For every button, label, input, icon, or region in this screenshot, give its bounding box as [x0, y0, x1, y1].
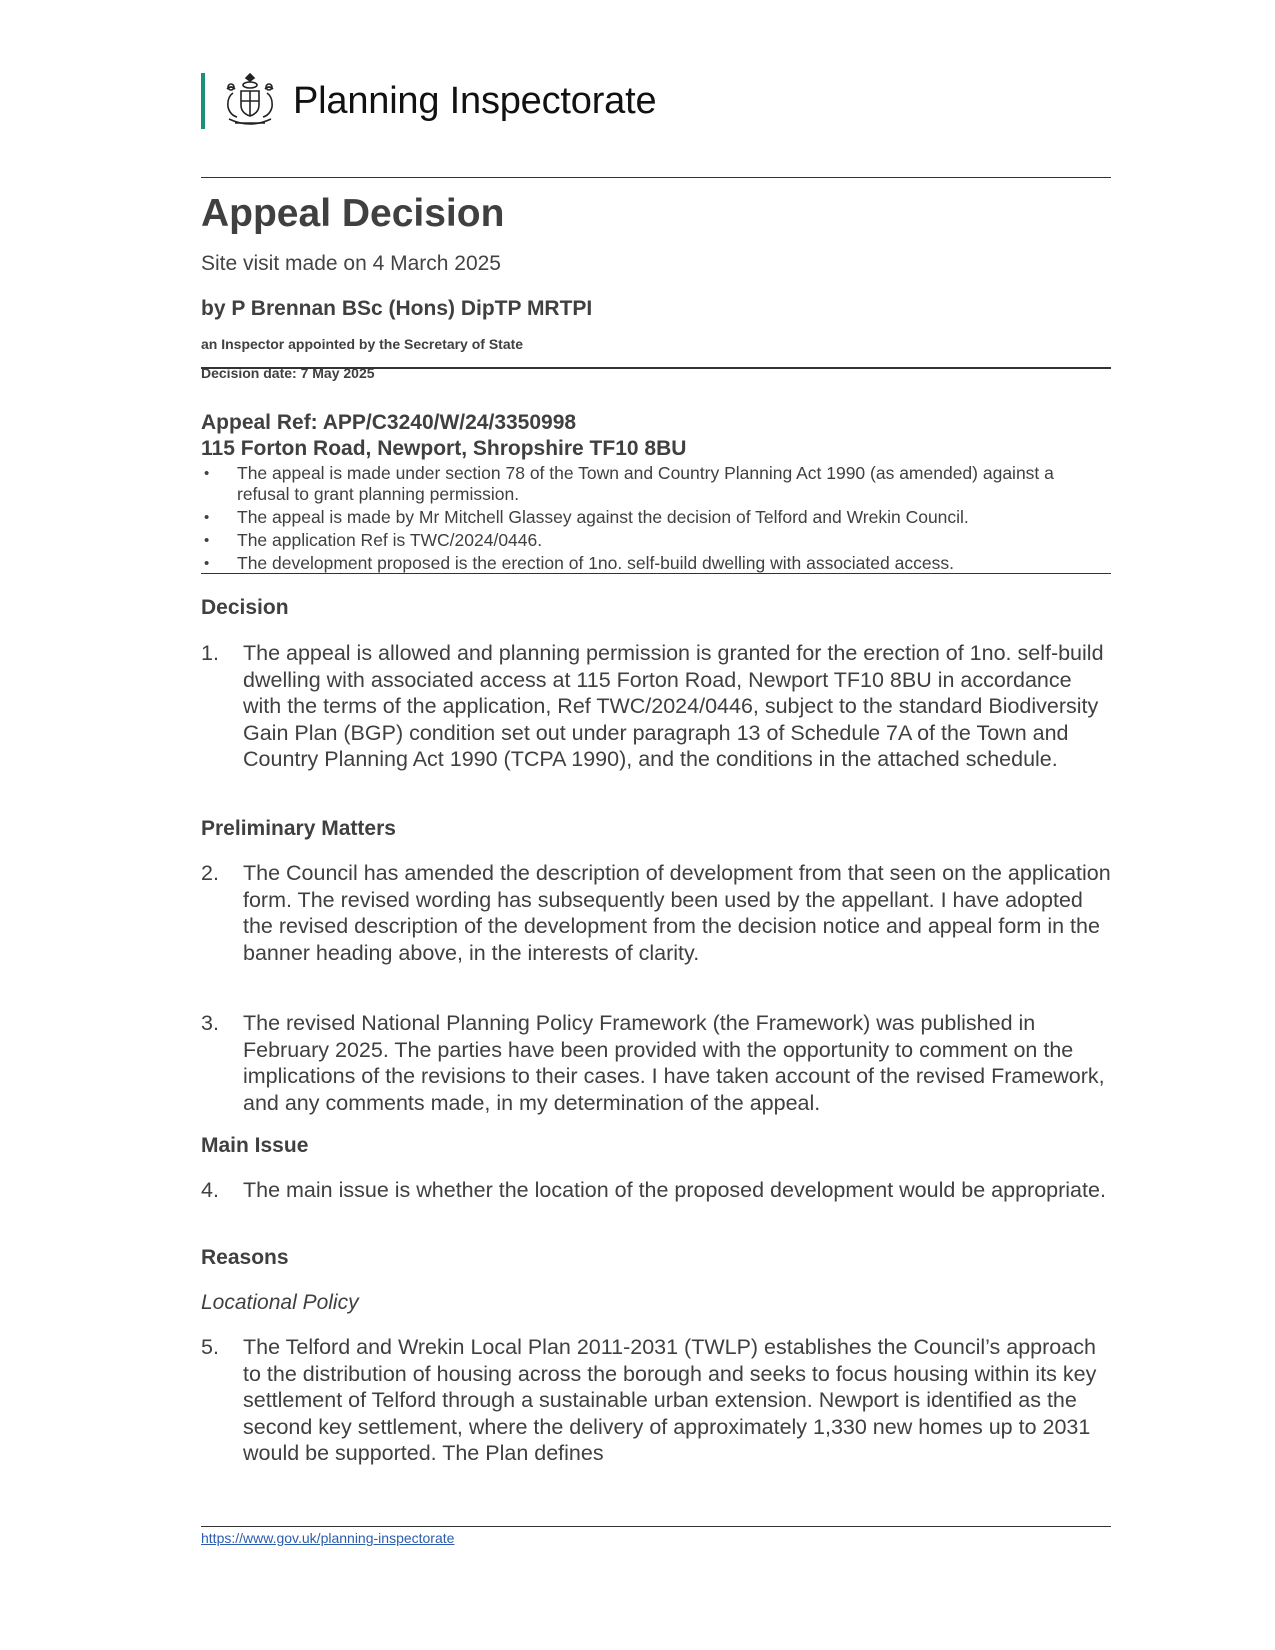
heading-decision: Decision [201, 596, 289, 619]
heading-preliminary-matters: Preliminary Matters [201, 817, 396, 840]
decision-date-divider [201, 367, 1111, 369]
appeal-reference-block [201, 410, 686, 462]
paragraph-5 [201, 1334, 1111, 1467]
footer-link[interactable]: https://www.gov.uk/planning-inspectorate [201, 1530, 455, 1546]
paragraph-number: 1. [201, 641, 219, 665]
logo-title: Planning Inspectorate [293, 79, 657, 122]
appeal-details-list [201, 463, 1111, 576]
list-item: • The appeal is made by Mr Mitchell Glassey against the decision of Telford and Wrekin Council. [201, 507, 1111, 528]
paragraph-text: The revised National Planning Policy Framework (the Framework) was published in February 2025. The parties have been provided with the opportunity to comment on the implications of the revisions to their cases. I have taken account of the revised Framework, and any comments made, in my determination of the appeal. [243, 1011, 1105, 1115]
paragraph-number: 5. [201, 1335, 219, 1359]
inspector-appointment: an Inspector appointed by the Secretary of State [201, 336, 524, 352]
paragraph-4 [201, 1177, 1111, 1204]
list-item: • The appeal is made under section 78 of the Town and Country Planning Act 1990 (as amended) against a refusal to grant planning permission. [201, 463, 1111, 505]
appeal-ref: Appeal Ref: APP/C3240/W/24/3350998 [201, 411, 577, 434]
paragraph-number: 3. [201, 1011, 219, 1035]
paragraph-number: 4. [201, 1178, 219, 1202]
paragraph-text: The main issue is whether the location of the proposed development would be appropriate. [243, 1178, 1106, 1202]
decision-date: Decision date: 7 May 2025 [201, 365, 375, 381]
paragraph-number: 2. [201, 861, 219, 885]
paragraph-1 [201, 640, 1111, 773]
paragraph-text: The appeal is allowed and planning permission is granted for the erection of 1no. self-build dwelling with associated access at 115 Forton Road, Newport TF10 8BU in accordance with the terms of the application, Ref TWC/2024/0446, subject to the standard Biodiversity Gain Plan (BGP) condition set out under paragraph 13 of Schedule 7A of the Town and Country Planning Act 1990 (TCPA 1990), and the conditions in the attached schedule. [243, 641, 1104, 772]
paragraph-text: The Council has amended the description of development from that seen on the application form. The revised wording has subsequently been used by the appellant. I have adopted the revised description of the development from the decision notice and appeal form in the banner heading above, in the interests of clarity. [243, 861, 1111, 965]
footer-divider [201, 1526, 1111, 1527]
site-visit-date: Site visit made on 4 March 2025 [201, 252, 501, 275]
appeal-address: 115 Forton Road, Newport, Shropshire TF10 8BU [201, 437, 687, 460]
inspector-name: by P Brennan BSc (Hons) DipTP MRTPI [201, 297, 593, 320]
page-title: Appeal Decision [201, 192, 505, 235]
paragraph-3 [201, 1010, 1111, 1116]
heading-main-issue: Main Issue [201, 1134, 309, 1157]
header-divider [201, 177, 1111, 178]
paragraph-text: The Telford and Wrekin Local Plan 2011-2031 (TWLP) establishes the Council’s approach to the distribution of housing across the borough and seeks to focus housing within its key settlement of Telford through a sustainable urban extension. Newport is identified as the second key settlement, where the delivery of approximately 1,330 new homes up to 2031 would be supported. The Plan defines [243, 1335, 1097, 1466]
planning-inspectorate-logo [201, 72, 656, 130]
list-item: • The application Ref is TWC/2024/0446. [201, 530, 1111, 551]
paragraph-2 [201, 860, 1111, 966]
list-item: • The development proposed is the erection of 1no. self-build dwelling with associated access. [201, 553, 1111, 574]
logo-accent-bar [201, 73, 205, 129]
subheading-locational-policy: Locational Policy [201, 1291, 359, 1314]
heading-reasons: Reasons [201, 1246, 289, 1269]
summary-divider [201, 573, 1111, 574]
royal-coat-of-arms-icon [219, 71, 281, 131]
